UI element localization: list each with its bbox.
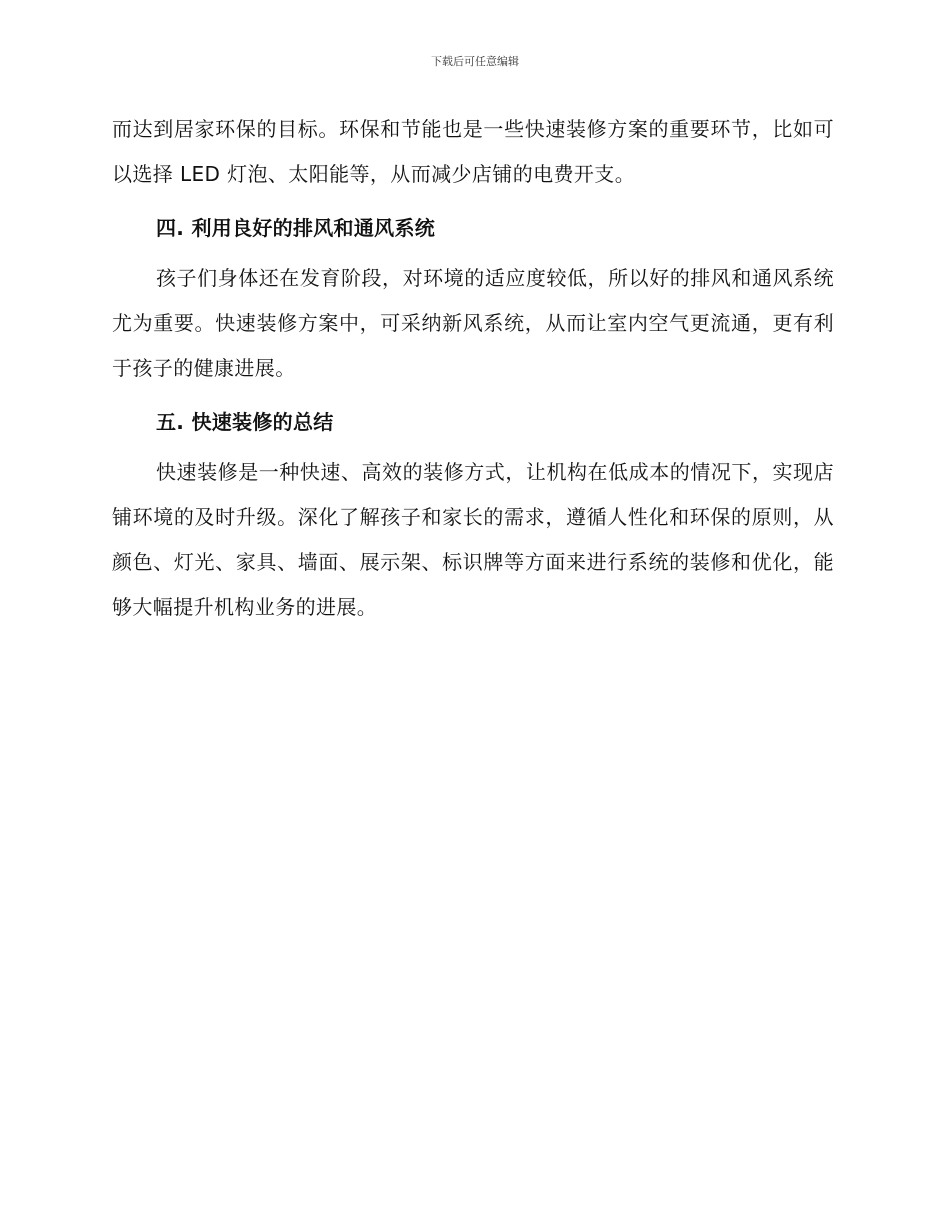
page-header: 下载后可任意编辑 bbox=[431, 55, 519, 68]
section-heading-summary: 五. 快速装修的总结 bbox=[156, 410, 334, 434]
document-body bbox=[112, 107, 834, 641]
paragraph-eco: 而达到居家环保的目标。环保和节能也是一些快速装修方案的重要环节，比如可以选择 LED 灯泡、太阳能等，从而减少店铺的电费开支。 bbox=[112, 117, 834, 186]
section-heading-ventilation: 四. 利用良好的排风和通风系统 bbox=[156, 216, 436, 240]
paragraph-summary: 快速装修是一种快速、高效的装修方式，让机构在低成本的情况下，实现店铺环境的及时升级。深化了解孩子和家长的需求，遵循人性化和环保的原则，从颜色、灯光、家具、墙面、展示架、标识牌等方面来进行系统的装修和优化，能够大幅提升机构业务的进展。 bbox=[112, 460, 834, 619]
paragraph-ventilation: 孩子们身体还在发育阶段，对环境的适应度较低，所以好的排风和通风系统尤为重要。快速装修方案中，可采纳新风系统，从而让室内空气更流通，更有利于孩子的健康进展。 bbox=[112, 266, 834, 380]
